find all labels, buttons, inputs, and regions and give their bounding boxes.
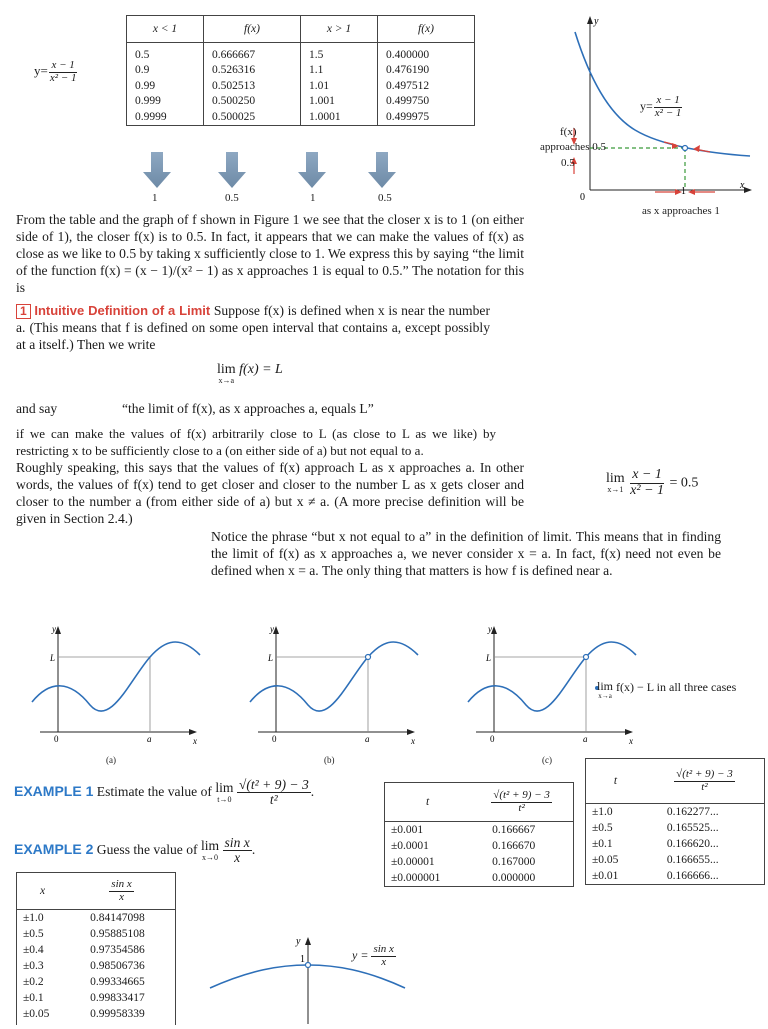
- table-cell: ±0.2: [23, 976, 44, 988]
- table-cell: 0.99958339: [90, 1008, 145, 1020]
- value-table-4: x $\frac{\text{sin x}}{x}$ ±1.0 0.84147098 ±0.5 0.95885108 ±0.4 0.97354586 ±0.3 0.98506736 ±0.2 0.99334665 ±0.1 0.99833417 ±0.05 0.99958339: [16, 872, 176, 1025]
- table-row: [17, 990, 175, 1006]
- paragraph-intro: From the table and the graph of f shown in Figure 1 we see that the closer x is to 1 (on either side of 1), the closer f(x) is to 0.5. In fact, it appears that we can make the values of f(x) as close as we like to 0.5 by taking x sufficiently close to 1. We express this by saying “the limit of the function f(x) = (x − 1)/(x² − 1) as x approaches 1 is equal to 0.5.” The notation for this is: [16, 212, 524, 295]
- x-axis-arrow-icon: [407, 729, 415, 735]
- table-cell: 0.526316: [204, 63, 301, 79]
- table-cell: ±0.000001: [391, 872, 441, 884]
- table-cell: ±0.001: [391, 824, 424, 836]
- x-label: x: [193, 736, 197, 746]
- value-table-3: t $\frac{\text{√(t² + 9) − 3}}{\text{t²}}$ ±1.0 0.162277... ±0.5 0.165525... ±0.1 0.166620... ±0.05 0.166655... ±0.01 0.166666...: [585, 758, 765, 885]
- table-cell: 0.5: [135, 48, 150, 61]
- graph1-one: 1: [681, 186, 686, 197]
- paragraph-notice: Notice the phrase “but x not equal to a” in the definition of limit. This means that in finding the limit of f(x) as x approaches a, we never consider x = a. In fact, f(x) need not even be defined when x = a. The only thing that matters is how f is defined near a.: [211, 529, 721, 578]
- table-cell: 0.9: [135, 64, 150, 77]
- table-cell: 0.166620...: [666, 838, 719, 850]
- L-label: L: [50, 653, 56, 663]
- arrow-label-0: 1: [152, 192, 158, 204]
- down-arrow-icon: [143, 152, 171, 188]
- zero-label: 0: [54, 734, 59, 744]
- table-row: [127, 63, 474, 79]
- table-cell: 0.99334665: [90, 976, 145, 988]
- table-cell: 0.499975: [378, 109, 475, 125]
- x-axis-arrow-icon: [189, 729, 197, 735]
- table-cell: ±0.05: [592, 854, 619, 866]
- and-say-text: and say: [16, 401, 58, 416]
- definition-block: [16, 302, 490, 353]
- graph1-y-axis-label: y: [594, 16, 599, 27]
- graph1-fx-label: f(x): [560, 126, 577, 138]
- sin-graph-formula: y = $\frac{\text{sin x}}{x}$: [352, 943, 394, 968]
- table-cell: 0.98506736: [90, 960, 145, 972]
- example-1: EXAMPLE 1 Estimate the value of lim t→0 $\frac{\text{√(t² + 9) − 3}}{\text{t²}}$ .: [14, 777, 315, 808]
- table-cell: 0.166655...: [666, 854, 719, 866]
- sin-graph-one: 1: [300, 954, 305, 965]
- table-cell: 0.162277...: [666, 806, 719, 818]
- paragraph-roughly: Roughly speaking, this says that the values of f(x) approach L as x approaches a. In other words, the values of f(x) tend to get closer and closer to the number L as x gets closer and closer to the number a (from either side of a) but x ≠ a. (A more precise definition will be given in Section 2.4.): [16, 460, 524, 526]
- table-row: [586, 804, 764, 821]
- arrow-label-1: 0.5: [225, 192, 239, 204]
- y-label: y: [270, 624, 274, 634]
- table-cell: 0.502513: [204, 78, 301, 94]
- table-cell: 0.500250: [204, 94, 301, 110]
- table-cell: 1.01: [301, 78, 378, 94]
- x-label: x: [629, 736, 633, 746]
- table-cell: ±0.05: [23, 1008, 50, 1020]
- down-arrow-icon: [298, 152, 326, 188]
- example-2: EXAMPLE 2 Guess the value of lim x→0 $\frac{\text{sin x}}{x}$ .: [14, 835, 256, 866]
- table-cell: 0.166666...: [666, 870, 719, 882]
- function-curve: [468, 642, 636, 711]
- L-label: L: [268, 653, 274, 663]
- L-label: L: [486, 653, 492, 663]
- table-cell: 0.99: [135, 79, 156, 92]
- table1-header: x > 1: [301, 16, 378, 43]
- table-cell: ±0.1: [592, 838, 613, 850]
- table-row: [586, 820, 764, 836]
- definition-title: Intuitive Definition of a Limit: [34, 303, 211, 318]
- table-cell: ±1.0: [592, 806, 613, 818]
- table-row: [17, 910, 175, 927]
- sinx-graph: [200, 930, 440, 1024]
- table-row: [17, 942, 175, 958]
- table-cell: ±0.5: [592, 822, 613, 834]
- table-cell: ±0.00001: [391, 856, 435, 868]
- table-cell: 0.476190: [378, 63, 475, 79]
- table-cell: 1.001: [301, 94, 378, 110]
- caption-b: (b): [324, 755, 335, 765]
- top-formula: y= $\frac{x - 1}{\text{x² − 1}}$: [34, 59, 77, 84]
- graph1-x-axis-label: x: [740, 180, 745, 191]
- table-row: [385, 854, 573, 870]
- zero-label: 0: [490, 734, 495, 744]
- value-table-2: t $\frac{\text{√(t² + 9) − 3}}{\text{t²}}$ ±0.001 0.166667 ±0.0001 0.166670 ±0.00001 0.167000 ±0.000001 0.000000: [384, 782, 574, 887]
- table-cell: 1.0001: [301, 109, 378, 125]
- table-cell: 0.97354586: [90, 944, 145, 956]
- table1-header: f(x): [204, 16, 301, 43]
- table-cell: 0.9999: [135, 110, 167, 123]
- lim-half-formula: lim x→1 $\frac{x - 1}{\text{x² − 1}}$ = 0.5: [606, 467, 699, 498]
- paragraph-condition: if we can make the values of f(x) arbitrarily close to L (as close to L as we like) by restricting x to be sufficiently close to a (on either side of a) but not equal to a.: [16, 426, 496, 458]
- arrow-label-3: 0.5: [378, 192, 392, 204]
- all-three-cases-note: lim x→a f(x) − L in all three cases: [597, 679, 737, 700]
- table-row: [127, 43, 474, 63]
- table-cell: 1.5: [301, 43, 378, 63]
- table-cell: ±0.5: [23, 928, 44, 940]
- graph1-half-label: 0.5: [561, 157, 575, 169]
- example-1-label: EXAMPLE 1: [14, 782, 94, 799]
- y-label: y: [488, 624, 492, 634]
- table-row: [586, 836, 764, 852]
- table-row: [127, 78, 474, 94]
- y-label: y: [52, 624, 56, 634]
- sin-graph-y-label: y: [296, 936, 301, 947]
- zero-label: 0: [272, 734, 277, 744]
- definition-text: Suppose f(x) is defined when x is near the number a. (This means that f is defined on some open interval that contains a, except possibly at a itself.) Then we write: [16, 303, 490, 352]
- table-cell: 0.95885108: [90, 928, 145, 940]
- graph1-approaches-label: approaches 0.5: [540, 141, 606, 153]
- lim-fx-equals-L: lim x→a f(x) = L: [217, 362, 283, 386]
- sinx-over-x-graph: [200, 930, 440, 1024]
- function-curve: [32, 642, 200, 711]
- table1-header: x < 1: [127, 16, 204, 43]
- table-cell: 1.1: [301, 63, 378, 79]
- open-dot: [366, 655, 371, 660]
- a-label: a: [147, 734, 152, 744]
- table-row: [385, 838, 573, 854]
- table-cell: 0.497512: [378, 78, 475, 94]
- table-cell: 0.500025: [204, 109, 301, 125]
- table1-header: f(x): [378, 16, 475, 43]
- a-label: a: [583, 734, 588, 744]
- table-cell: 0.167000: [492, 856, 536, 868]
- table-cell: 0.166667: [492, 824, 536, 836]
- graph1-formula: y= $\frac{x - 1}{\text{x² − 1}}$: [640, 94, 682, 119]
- table-cell: ±0.01: [592, 870, 619, 882]
- table-cell: 0.999: [135, 95, 161, 108]
- table-row: [127, 109, 474, 125]
- x-label: x: [411, 736, 415, 746]
- table-row: [17, 926, 175, 942]
- down-arrow-icon: [368, 152, 396, 188]
- table-cell: 0.99833417: [90, 992, 145, 1004]
- table-cell: 0.84147098: [90, 912, 145, 924]
- graph1-caption: as x approaches 1: [642, 205, 720, 217]
- caption-c: (c): [542, 755, 552, 765]
- down-arrow-icon: [218, 152, 246, 188]
- example-2-label: EXAMPLE 2: [14, 840, 94, 857]
- value-table-1: [126, 15, 475, 126]
- table-cell: 0.666667: [204, 43, 301, 63]
- table-cell: ±0.3: [23, 960, 44, 972]
- table-row: [385, 870, 573, 886]
- arrow-label-2: 1: [310, 192, 316, 204]
- table-cell: ±1.0: [23, 912, 44, 924]
- graph1-origin: 0: [580, 192, 585, 203]
- table-row: [17, 974, 175, 990]
- table-row: [586, 852, 764, 868]
- table-cell: 0.000000: [492, 872, 536, 884]
- table-cell: ±0.0001: [391, 840, 429, 852]
- table-row: [17, 958, 175, 974]
- function-curve: [250, 642, 418, 711]
- a-label: a: [365, 734, 370, 744]
- table-row: [17, 1006, 175, 1022]
- table-row: [385, 822, 573, 839]
- definition-number: 1: [16, 304, 31, 319]
- x-axis-arrow-icon: [625, 729, 633, 735]
- limit-quote: “the limit of f(x), as x approaches a, equals L”: [122, 401, 374, 416]
- table-cell: 0.400000: [378, 43, 475, 63]
- table-cell: 0.165525...: [666, 822, 719, 834]
- table-cell: ±0.1: [23, 992, 44, 1004]
- table-arrows: [120, 150, 440, 205]
- caption-a: (a): [106, 755, 116, 765]
- table-cell: ±0.4: [23, 944, 44, 956]
- down-arrows-icon: [120, 150, 440, 205]
- table-cell: 0.499750: [378, 94, 475, 110]
- table-cell: 0.166670: [492, 840, 536, 852]
- table-row: [127, 94, 474, 110]
- table-row: [586, 868, 764, 884]
- open-dot: [584, 655, 589, 660]
